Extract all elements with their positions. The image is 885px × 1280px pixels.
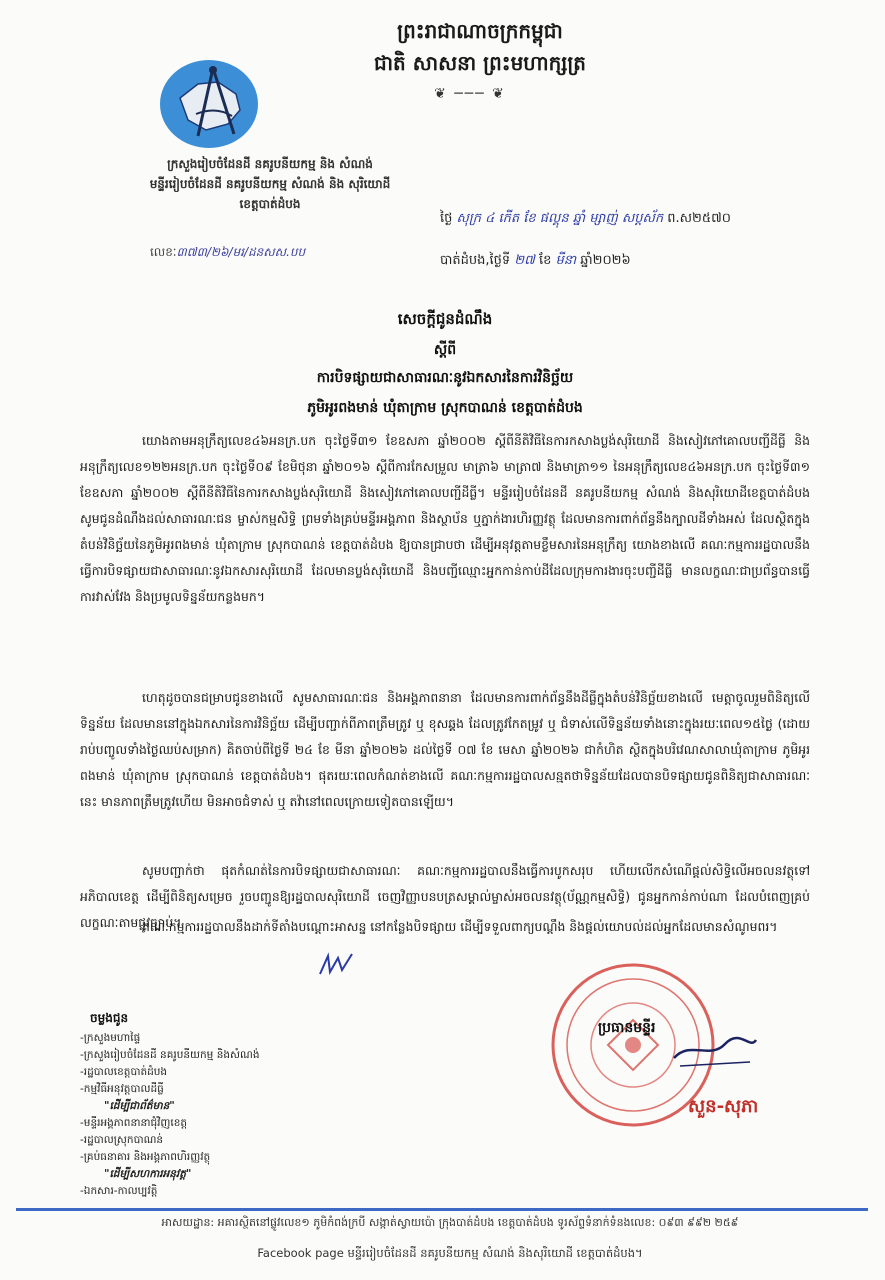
solar-day: ២៧ — [514, 253, 535, 268]
cc-list — [80, 1030, 340, 1200]
lunar-value: សុក្រ ៤ កើត ខែ ផល្គុន ឆ្នាំ ម្សាញ់ សប្តស័ក — [456, 211, 664, 226]
kingdom-heading: ព្រះរាជាណាចក្រកម្ពុជា — [397, 19, 563, 43]
solar-year: ឆ្នាំ២០២៦ — [580, 253, 631, 268]
notice-location: ភូមិអូរពងមាន់ ឃុំតាក្រាម ស្រុកបាណន់ ខេត្តបាត់ដំបង — [307, 400, 583, 416]
cc-title: ចម្លងជូន — [90, 1011, 129, 1025]
motto-heading: ជាតិ សាសនា ព្រះមហាក្សត្រ — [374, 51, 586, 75]
lunar-date — [440, 210, 731, 229]
reference-label: លេខៈ — [150, 245, 177, 259]
footer-address: អាសយដ្ឋាន: អគារស្ថិតនៅផ្លូវលេខ១ ភូមិកំពង់ក្របី សង្កាត់ស្វាយប៉ោ ក្រុងបាត់ដំបង ខេត្តបាត់ដំបង ទូរស័ព្ទទំនាក់ទំនងលេខ: ០៩៣ ៩៩២ ២៥៩ — [161, 1216, 739, 1229]
lunar-suffix: ព.ស២៥៧០ — [667, 211, 731, 226]
cc-item: -រដ្ឋបាលស្រុកបាណន់ — [80, 1134, 164, 1146]
signer-title: ប្រធានមន្ទីរ — [598, 1020, 656, 1036]
solar-prefix: បាត់ដំបង,ថ្ងៃទី — [440, 253, 511, 268]
province-line: ខេត្តបាត់ដំបង — [239, 197, 301, 211]
cc-item: -មន្ទីរអង្គភាពនានាជុំវិញខេត្ត — [80, 1117, 188, 1129]
body-paragraph-2: ហេតុដូចបានជម្រាបជូនខាងលើ សូមសាធារណៈជន និងអង្គភាពនានា ដែលមានការពាក់ព័ន្ធនឹងដីធ្លីក្នុងតំបន់វិនិច្ឆ័យខាងលើ មេត្តាចូលរួមពិនិត្យលើទិន្នន័យ ដែលមាននៅក្នុងឯកសារនៃការវិនិច្ឆ័យ ដើម្បីបញ្ជាក់ពីភាពត្រឹមត្រូវ ឬ ខុសឆ្គង ដែលត្រូវកែតម្រូវ ឬ ជំទាស់លើទិន្នន័យទាំងនោះក្នុងរយៈពេល១៥ថ្ងៃ (ដោយរាប់បញ្ចូលទាំងថ្ងៃឈប់សម្រាក) គិតចាប់ពីថ្ងៃទី ២៤ ខែ មីនា ឆ្នាំ២០២៦ ដល់ថ្ងៃទី ០៧ ខែ មេសា ឆ្នាំ២០២៦ ជាកំហិត ស្ថិតក្នុងបរិវេណសាលាឃុំតាក្រាម ភូមិអូរពងមាន់ ឃុំតាក្រាម ស្រុកបាណន់ ខេត្តបាត់ដំបង។ ផុតរយៈពេលកំណត់ខាងលើ គណៈកម្មការរដ្ឋបាលសន្មតថាទិន្នន័យដែលបានបិទផ្សាយជូនពិនិត្យជាសាធារណៈនេះ មានភាពត្រឹមត្រូវហើយ មិនអាចជំទាស់ ឬ តវ៉ានៅពេលក្រោយទៀតបានឡើយ។ — [80, 690, 810, 809]
signer-name: សួន-សុភា — [688, 1096, 759, 1117]
body-paragraph-4: គណៈកម្មការរដ្ឋបាលនឹងដាក់ទីតាំងបណ្តោះអាសន្ន នៅកន្លែងបិទផ្សាយ ដើម្បីទទួលពាក្យបណ្តឹង និងផ្តល់យោបល់ដល់អ្នកដែលមានសំណូមពរ។ — [142, 919, 778, 934]
cc-item: -រដ្ឋបាលខេត្តបាត់ដំបង — [80, 1066, 168, 1078]
lunar-prefix: ថ្ងៃ — [440, 211, 453, 226]
cc-purpose: "ដើម្បីជាព័ត៌មាន" — [104, 1100, 175, 1112]
footer-divider — [16, 1208, 868, 1211]
cc-item: -ក្រសួងមហាផ្ទៃ — [80, 1032, 141, 1044]
cc-purpose: "ដើម្បីសហការអនុវត្ត" — [104, 1168, 192, 1180]
department-line: មន្ទីររៀបចំដែនដី នគរូបនីយកម្ម សំណង់ និង សុរិយោដី — [149, 177, 391, 191]
solar-month: មីនា — [555, 253, 577, 268]
initial-mark — [316, 950, 356, 980]
cc-item: -ឯកសារ-កាលប្បវត្តិ — [80, 1185, 158, 1197]
notice-title: សេចក្តីជូនដំណឹង — [397, 310, 493, 328]
notice-subject-label: ស្តីពី — [433, 342, 457, 358]
body-paragraph-3: សូមបញ្ជាក់ថា ផុតកំណត់នៃការបិទផ្សាយជាសាធារណៈ គណៈកម្មការរដ្ឋបាលនឹងធ្វើការបូកសរុប ហើយលើកសំណើផ្តល់សិទ្ធិលើអចលនវត្ថុទៅអភិបាលខេត្ត ដើម្បីពិនិត្យសម្រេច រួចបញ្ជូនឱ្យរដ្ឋបាលសុរិយោដី ចេញវិញ្ញាបនបត្រសម្គាល់ម្ចាស់អចលនវត្ថុ(ប័ណ្ណកម្មសិទ្ធិ) ជូនអ្នកកាន់កាប់ណា ដែលបំពេញគ្រប់លក្ខណៈតាមផ្លូវច្បាប់។ — [80, 863, 810, 930]
notice-subject: ការបិទផ្សាយជាសាធារណៈនូវឯកសារនៃការវិនិច្ឆ័យ — [316, 370, 574, 386]
body-paragraph-1: យោងតាមអនុក្រឹត្យលេខ៤៦អនក្រ.បក ចុះថ្ងៃទី៣១ ខែឧសភា ឆ្នាំ២០០២ ស្តីពីនីតិវិធីនៃការកសាងប្លង់សុរិយោដី និងសៀវភៅគោលបញ្ជីដីធ្លី និងអនុក្រឹត្យលេខ១២២អនក្រ.បក ចុះថ្ងៃទី០៩ ខែមិថុនា ឆ្នាំ២០១៦ ស្តីពីការកែសម្រួល មាត្រា៦ មាត្រា៧ និងមាត្រា១១ នៃអនុក្រឹត្យលេខ៤៦អនក្រ.បក ចុះថ្ងៃទី៣១ ខែឧសភា ឆ្នាំ២០០២ ស្តីពីនីតិវិធីនៃការកសាងប្លង់សុរិយោដី និងសៀវភៅគោលបញ្ជីដីធ្លី។ មន្ទីររៀបចំដែនដី នគរូបនីយកម្ម សំណង់ និងសុរិយោដីខេត្តបាត់ដំបង សូមជូនដំណឹងដល់សាធារណៈជន ម្ចាស់កម្មសិទ្ធិ ព្រមទាំងគ្រប់មន្ទីរអង្គភាព និងស្ថាប័ន ឬភ្នាក់ងារហិរញ្ញវត្ថុ ដែលមានការពាក់ព័ន្ធនឹងក្បាលដីទាំងអស់ ដែលស្ថិតក្នុងតំបន់វិនិច្ឆ័យនៃភូមិអូរពងមាន់ ឃុំតាក្រាម ស្រុកបាណន់ ខេត្តបាត់ដំបង ឱ្យបានជ្រាបថា ដើម្បីអនុវត្តតាមខ្លឹមសារនៃអនុក្រឹត្យ យោងខាងលើ គណៈកម្មការរដ្ឋបាលនឹងធ្វើការបិទផ្សាយជាសាធារណៈនូវឯកសារសុរិយោដី ដែលមានប្លង់សុរិយោដី និងបញ្ជីឈ្មោះអ្នកកាន់កាប់ដីដែលក្រុមការងារចុះបញ្ជីដីធ្លី មានលក្ខណៈជាប្រព័ន្ធបានធ្វើការវាស់វែង និងប្រមូលទិន្នន័យកន្លងមក។ — [80, 433, 810, 604]
footer-facebook: Facebook page មន្ទីររៀបចំដែនដី នគរូបនីយកម្ម សំណង់ និងសុរិយោដី ខេត្តបាត់ដំបង។ — [257, 1246, 643, 1260]
reference-value: ៣៧៣/២៦/មរ/ដនសស.បប — [176, 245, 306, 259]
ministry-logo — [158, 58, 260, 150]
reference-number — [150, 244, 305, 262]
cc-item: -គ្រប់ធនាគារ និងអង្គភាពហិរញ្ញវត្ថុ — [80, 1151, 211, 1163]
solar-date — [440, 252, 631, 271]
handwritten-signature — [670, 1030, 760, 1070]
solar-month-label: ខែ — [538, 253, 552, 268]
cc-item: -កម្មវិធីអនុវត្តបាលដីធ្លី — [80, 1083, 164, 1095]
cc-item: -ក្រសួងរៀបចំដែនដី នគរូបនីយកម្ម និងសំណង់ — [80, 1049, 260, 1061]
ornament-divider: ❦ ─── ❦ — [434, 86, 506, 102]
ministry-line: ក្រសួងរៀបចំដែនដី នគរូបនីយកម្ម និង សំណង់ — [167, 157, 373, 171]
